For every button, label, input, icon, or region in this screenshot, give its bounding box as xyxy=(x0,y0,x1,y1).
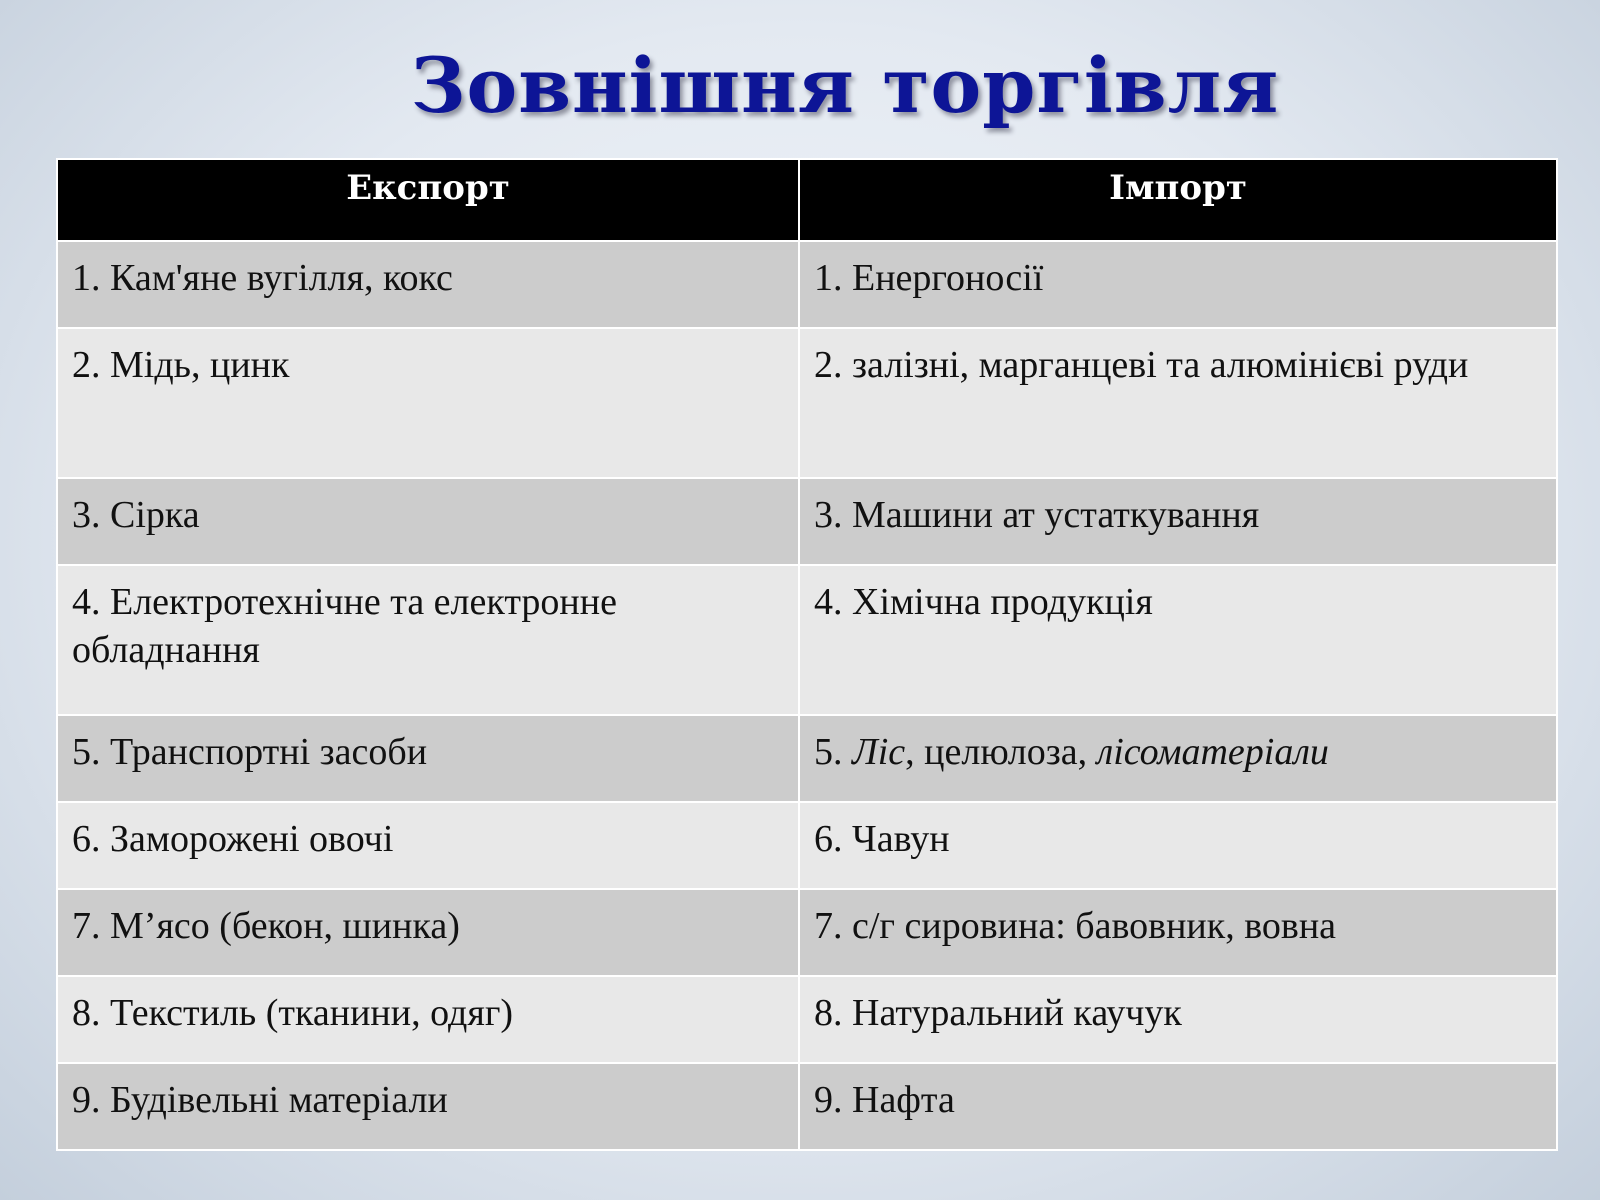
export-cell: 2. Мідь, цинк xyxy=(57,328,799,478)
import-cell: 9. Нафта xyxy=(799,1063,1557,1150)
table-header-row xyxy=(57,159,1557,241)
header-import: Імпорт xyxy=(799,159,1557,241)
slide-title: Зовнішня торгівля xyxy=(410,41,1280,130)
export-cell: 4. Електротехнічне та електронне обладнання xyxy=(57,565,799,715)
import-cell: 4. Хімічна продукція xyxy=(799,565,1557,715)
export-cell: 8. Текстиль (тканини, одяг) xyxy=(57,976,799,1063)
export-cell: 3. Сірка xyxy=(57,478,799,565)
export-cell: 5. Транспортні засоби xyxy=(57,715,799,802)
table-row xyxy=(57,565,1557,715)
import-cell: 1. Енергоносії xyxy=(799,241,1557,328)
import-cell: 3. Машини ат устаткування xyxy=(799,478,1557,565)
export-cell: 7. М’ясо (бекон, шинка) xyxy=(57,889,799,976)
export-cell: 1. Кам'яне вугілля, кокс xyxy=(57,241,799,328)
header-export: Експорт xyxy=(57,159,799,241)
import-cell: 8. Натуральний каучук xyxy=(799,976,1557,1063)
table-row xyxy=(57,241,1557,328)
trade-table xyxy=(56,158,1558,1151)
table-row xyxy=(57,328,1557,478)
table-row xyxy=(57,715,1557,802)
import-text: , целюлоза, xyxy=(905,731,1097,773)
import-cell: 6. Чавун xyxy=(799,802,1557,889)
table-row xyxy=(57,976,1557,1063)
table-row xyxy=(57,478,1557,565)
import-number: 5. xyxy=(814,731,843,773)
import-italic-forest: Ліс xyxy=(852,731,906,773)
import-cell: 7. с/г сировина: бавовник, вовна xyxy=(799,889,1557,976)
import-italic-timber: лісоматеріали xyxy=(1096,731,1329,773)
export-cell: 6. Заморожені овочі xyxy=(57,802,799,889)
import-cell: 2. залізні, марганцеві та алюмінієві руди xyxy=(799,328,1557,478)
table-row xyxy=(57,802,1557,889)
table-row xyxy=(57,889,1557,976)
export-cell: 9. Будівельні матеріали xyxy=(57,1063,799,1150)
table-row xyxy=(57,1063,1557,1150)
import-cell xyxy=(799,715,1557,802)
